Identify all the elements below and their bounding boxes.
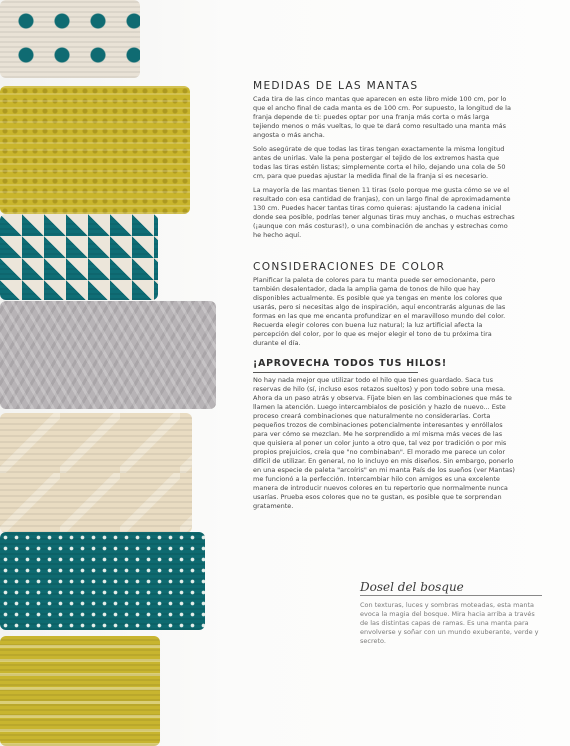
swatch-cream-diamond [0, 413, 192, 533]
knitted-swatches-photo [0, 0, 245, 746]
paragraph: La mayoría de las mantas tienen 11 tiras (solo porque me gusta cómo se ve el resultado con esa cantidad de franjas), con un largo final de aproximadamente 130 cm. Puedes hacer tantas tiras como quieras: ajustando la cadena inicial donde sea posible, podrías tener algunas tiras muy anchas, o muchas estrechas (¡aunque con más costuras!), o una combinación de anchas y estrechas como he hecho aquí. [253, 186, 515, 239]
section-aprovecha [253, 358, 515, 511]
section-color [253, 261, 515, 348]
swatch-teal-triangles [0, 214, 158, 300]
section-medidas [253, 80, 515, 240]
caption-divider [360, 595, 542, 596]
swatch-grey-cable [0, 301, 216, 409]
photo-caption [360, 580, 542, 646]
swatch-mustard-texture [0, 86, 190, 214]
swatch-mustard-stripes [0, 636, 160, 746]
section-heading: CONSIDERACIONES DE COLOR [253, 261, 446, 273]
caption-text: Con texturas, luces y sombras moteadas, esta manta evoca la magia del bosque. Mira hacia arriba a través de las distintas capas de ramas. Es una manta para envolverse y soñar con un mundo exuberante, verde y secreto. [360, 601, 539, 645]
swatch-bobble-teal [0, 0, 140, 78]
paragraph: No hay nada mejor que utilizar todo el hilo que tienes guardado. Saca tus reservas de hilo (sí, incluso esos retazos sueltos) y pon todo sobre una mesa. Ahora da un paso atrás y observa. Fíjate bien en las combinaciones que más te llamen la atención. Luego intercambialos de posición y hazlo de nuevo... Este proceso creará combinaciones que naturalmente no considerarías. Corta pequeños trozos de combinaciones potencialmente interesantes y enróllalos para ver cómo se mezclan. Me he sorprendido a mí misma más veces de las que quisiera al poner un color junto a otro que, tal vez por tradición o por mis propios prejuicios, creía que "no combinaban". El morado me parece un color difícil de utilizar. En general, no lo incluyo en mis diseños. Sin embargo, ponerlo en una especie de paleta "arcoíris" en mi manta País de los sueños (ver Mantas) me funcionó a la perfección. Intercambiar hilo con amigos es una excelente manera de introducir nuevos colores en tu repertorio que normalmente nunca usarías. Prueba esos colores que no te gustan, es posible que te sorprendan gratamente. [253, 376, 515, 510]
caption-title: Dosel del bosque [360, 580, 464, 594]
section-heading: MEDIDAS DE LAS MANTAS [253, 80, 419, 92]
section-heading: ¡APROVECHA TODOS TUS HILOS! [253, 358, 447, 369]
swatch-teal-dots [0, 532, 205, 630]
paragraph: Solo asegúrate de que todas las tiras tengan exactamente la misma longitud antes de unirlas. Vale la pena postergar el tejido de los extremos hasta que todas las tiras estén listas; simplemente corta el hilo, dejando una cola de 50 cm, para que puedas ajustar la medida final de la franja si es necesario. [253, 145, 506, 180]
paragraph: Planificar la paleta de colores para tu manta puede ser emocionante, pero también desalentador, dada la amplia gama de tonos de hilo que hay disponibles actualmente. Es posible que ya tengas en mente los colores que usarás, pero si necesitas algo de inspiración, aquí encontrarás algunas de las formas en las que me encanta profundizar en el maravilloso mundo del color. Recuerda elegir colores con buena luz natural; la luz artificial afecta la percepción del color, por lo que es mejor elegir el tono de tu próxima tira durante el día. [253, 276, 506, 347]
paragraph: Cada tira de las cinco mantas que aparecen en este libro mide 100 cm, por lo que el ancho final de cada manta es de 100 cm. Por supuesto, la longitud de la franja depende de ti: puedes optar por una franja más corta o más larga tejiendo menos o más vueltas, lo que te dará como resultado una manta más angosta o más ancha. [253, 95, 511, 139]
